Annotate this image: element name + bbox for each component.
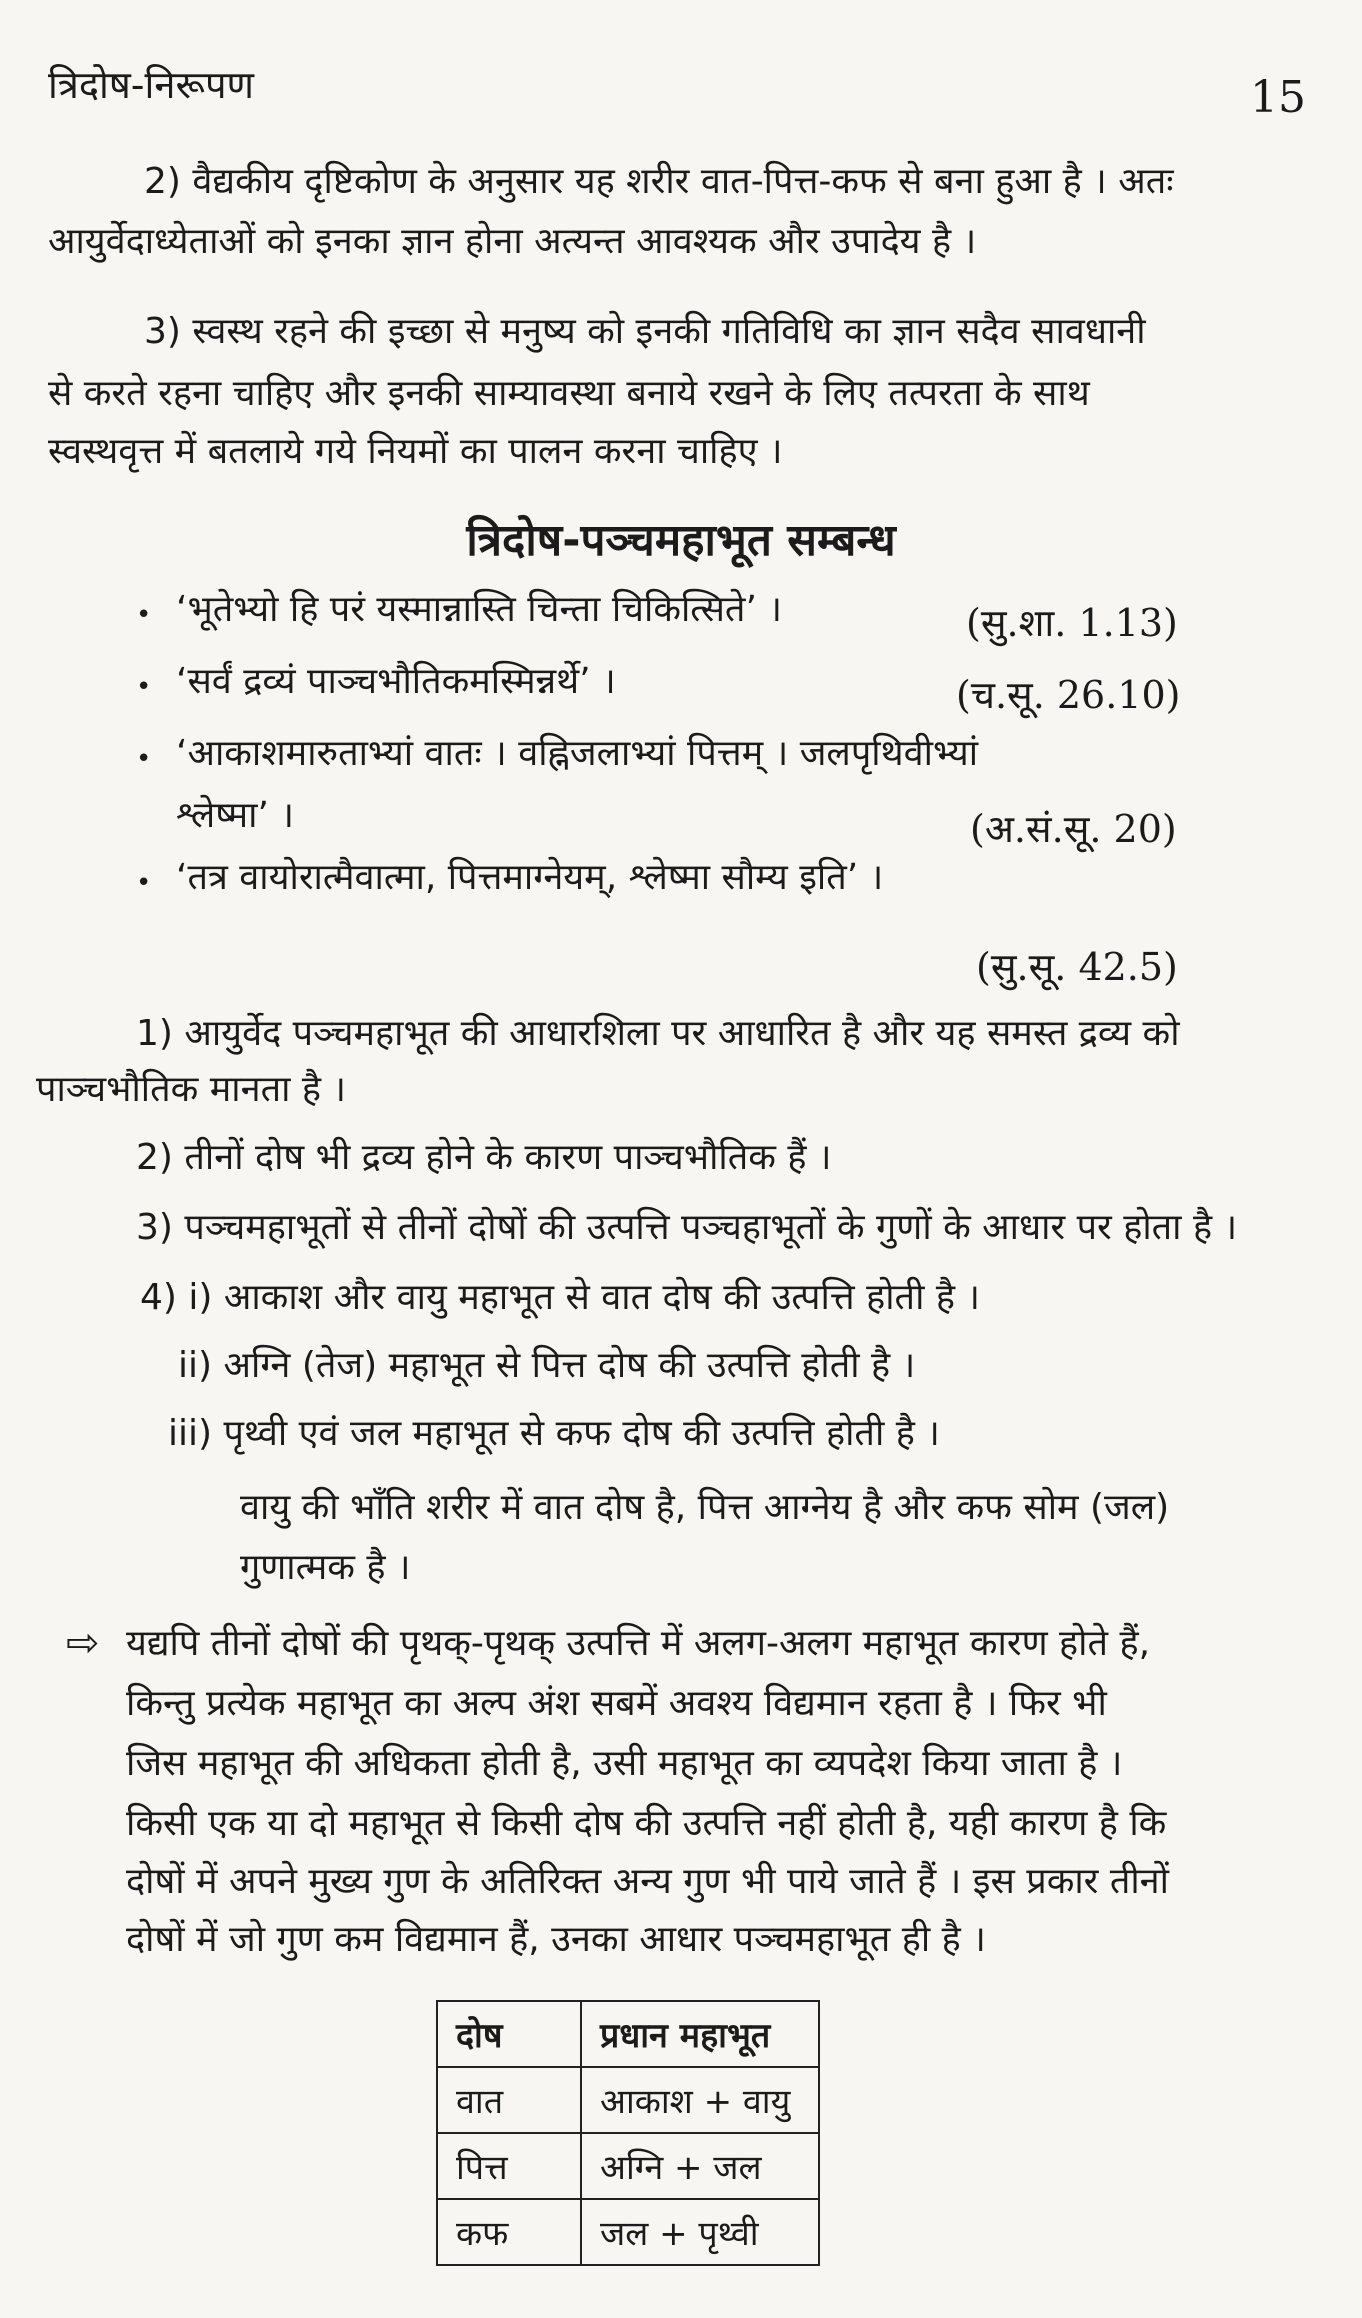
quote-reference: (अ.सं.सू. 20) [970, 807, 1177, 851]
table-cell: वात [437, 2067, 581, 2133]
intro-line: आयुर्वेदाध्येताओं को इनका ज्ञान होना अत्यन्त आवश्यक और उपादेय है । [48, 221, 977, 262]
note-line: यद्यपि तीनों दोषों की पृथक्-पृथक् उत्पत्ति में अलग-अलग महाभूत कारण होते हैं, [126, 1623, 1151, 1664]
point-line: 2) तीनों दोष भी द्रव्य होने के कारण पाञ्चभौतिक हैं । [136, 1137, 832, 1178]
bullet-icon: • [136, 600, 152, 630]
bullet-icon: • [136, 672, 152, 702]
quote-text: ‘भूतेभ्यो हि परं यस्मान्नास्ति चिन्ता चिकित्सिते’ । [176, 589, 782, 630]
point-line: पाञ्चभौतिक मानता है । [36, 1069, 347, 1110]
table-cell: अग्नि + जल [581, 2133, 819, 2199]
arrow-right-icon: ⇨ [66, 1620, 100, 1666]
table-cell: आकाश + वायु [581, 2067, 819, 2133]
quote-text: ‘सर्वं द्रव्यं पाञ्चभौतिकमस्मिन्नर्थे’ । [176, 661, 616, 702]
point-line: गुणात्मक है । [240, 1547, 411, 1588]
table-row [437, 2067, 819, 2133]
note-line: दोषों में जो गुण कम विद्यमान हैं, उनका आधार पञ्चमहाभूत ही है । [126, 1919, 986, 1960]
dosha-mahabhuta-table [436, 2000, 820, 2266]
bullet-icon: • [136, 744, 152, 774]
note-line: दोषों में अपने मुख्य गुण के अतिरिक्त अन्य गुण भी पाये जाते हैं । इस प्रकार तीनों [126, 1861, 1169, 1902]
intro-line: से करते रहना चाहिए और इनकी साम्यावस्था बनाये रखने के लिए तत्परता के साथ [48, 373, 1090, 414]
point-line: 1) आयुर्वेद पञ्चमहाभूत की आधारशिला पर आधारित है और यह समस्त द्रव्य को [136, 1013, 1180, 1054]
point-line: ii) अग्नि (तेज) महाभूत से पित्त दोष की उत्पत्ति होती है । [178, 1345, 916, 1386]
quote-text: श्लेष्मा’ । [176, 795, 294, 836]
point-line: 4) i) आकाश और वायु महाभूत से वात दोष की उत्पत्ति होती है । [140, 1277, 981, 1318]
quote-text: ‘तत्र वायोरात्मैवात्मा, पित्तमाग्नेयम्, श्लेष्मा सौम्य इति’ । [176, 857, 884, 898]
quote-text: ‘आकाशमारुताभ्यां वातः । वह्निजलाभ्यां पित्तम् । जलपृथिवीभ्यां [176, 733, 979, 774]
intro-line: 2) वैद्यकीय दृष्टिकोण के अनुसार यह शरीर वात-पित्त-कफ से बना हुआ है । अतः [144, 161, 1174, 202]
point-line: वायु की भाँति शरीर में वात दोष है, पित्त आग्नेय है और कफ सोम (जल) [240, 1487, 1170, 1528]
table-cell: कफ [437, 2199, 581, 2265]
page-number: 15 [1250, 72, 1306, 123]
table-cell: पित्त [437, 2133, 581, 2199]
column-header: दोष [437, 2001, 581, 2067]
point-line: iii) पृथ्वी एवं जल महाभूत से कफ दोष की उत्पत्ति होती है । [168, 1413, 940, 1454]
note-line: जिस महाभूत की अधिकता होती है, उसी महाभूत का व्यपदेश किया जाता है । [126, 1743, 1123, 1784]
bullet-icon: • [136, 868, 152, 898]
intro-line: 3) स्वस्थ रहने की इच्छा से मनुष्य को इनकी गतिविधि का ज्ञान सदैव सावधानी [144, 311, 1146, 352]
point-line: 3) पञ्चमहाभूतों से तीनों दोषों की उत्पत्ति पञ्चहाभूतों के गुणों के आधार पर होता है । [136, 1207, 1238, 1248]
running-header: त्रिदोष-निरूपण [48, 63, 255, 107]
section-heading: त्रिदोष-पञ्चमहाभूत सम्बन्ध [466, 515, 896, 566]
table-row [437, 2133, 819, 2199]
table-row [437, 2199, 819, 2265]
quote-reference: (सु.सू. 42.5) [976, 945, 1178, 989]
table-header-row [437, 2001, 819, 2067]
quote-reference: (च.सू. 26.10) [956, 673, 1181, 717]
note-line: किसी एक या दो महाभूत से किसी दोष की उत्पत्ति नहीं होती है, यही कारण है कि [126, 1803, 1167, 1844]
quote-reference: (सु.शा. 1.13) [966, 601, 1178, 645]
intro-line: स्वस्थवृत्त में बतलाये गये नियमों का पालन करना चाहिए । [48, 431, 783, 472]
note-line: किन्तु प्रत्येक महाभूत का अल्प अंश सबमें अवश्य विद्यमान रहता है । फिर भी [126, 1683, 1107, 1724]
column-header: प्रधान महाभूत [581, 2001, 819, 2067]
table-cell: जल + पृथ्वी [581, 2199, 819, 2265]
